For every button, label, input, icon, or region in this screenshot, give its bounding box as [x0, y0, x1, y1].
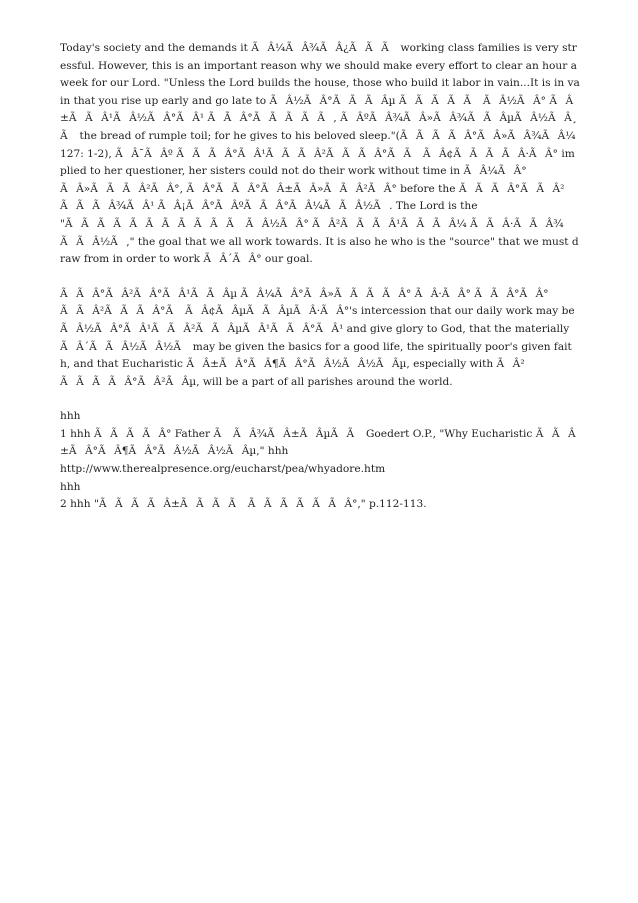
body-paragraph-1: Today's society and the demands it ÃÂ¼ÃÂ¾ÃÂ¿ÃÃÃ working class families is very stressful. However, this is an important reason why we should make every effort to clear an hour a week for our Lord. "Unless the Lord builds the house, those who build it labor in vain...It is in vain that you rise up early and go late to ÃÂ½ÃÂ°ÃÃÃÂµ ÃÃÃÃÃ ÃÂ½ÃÂ° ÃÂ±ÃÃÂ¹ÃÂ½ÃÂ°ÃÂ¹ ÃÃÂ°ÃÃÃÃÃ, ÃÂºÃÂ¾ÃÂ»ÃÂ¾ÃÃÂµÃÂ½ÃÂ¸Ã the bread of rumple toil; for he gives to his beloved sleep."(ÃÃÃÃÂ°ÃÂ»ÃÂ¾ÃÂ¼ 127: 1-2), ÃÂ¯ÃÂº ÃÃÃÂ°ÃÂ¹ÃÃÃÂ²ÃÃÃÂ°ÃÃ ÃÂ¢ÃÃÃÃÂ·ÃÂ° implied to her questioner, her sisters could not do their work without time in ÃÂ¼ÃÂ°ÃÂ»ÃÃÃÂ²ÃÂ°, ÃÂ°ÃÃÂ°ÃÂ±ÃÂ»ÃÃÂ²ÃÂ° before the ÃÃÃÂ°ÃÃÂ²ÃÃÃÂ¾ÃÂ¹ ÃÂ¡ÃÂ°ÃÂºÃÃÂ°ÃÂ¼ÃÃÂ½Ã. The Lord is the "ÃÃÃÃÃÃÃÃÃÃÃ ÃÂ½ÃÂ° ÃÂ²ÃÃÃÂ¹ÃÃÃÂ¼ ÃÃÂ·ÃÃÂ¾ÃÃÂ½Ã," the goal that we all work towards. It is also he who is the "source" that we must draw from in order to work ÃÂ´ÃÂ° our goal. — [60, 42, 580, 266]
footnote-1: 1 hhh ÃÃÃÃÂ° Father Ã ÃÂ¾ÃÂ±ÃÂµÃÃ Goedert O.P., "Why Eucharistic ÃÃÂ±ÃÂ°ÃÂ¶ÃÂ°ÃÂ½ÃÂ½ÃÂµ," hhh — [60, 427, 576, 458]
footnote-separator-2: hhh — [60, 480, 81, 493]
footnote-1-url: http://www.therealpresence.org/eucharst/pea/whyadore.htm — [60, 463, 386, 476]
body-paragraph-2: ÃÃÂ°ÃÂ²ÃÂ°ÃÂ¹ÃÃÂµ ÃÂ¼ÃÂ°ÃÂ»ÃÃÃÃÂ° ÃÂ·ÃÂ° ÃÃÂ°ÃÂ°ÃÃÂ²ÃÃÃÂ°Ã ÃÂ¢ÃÂµÃÃÂµÃÂ·ÃÂ°'s intercession that our daily work may be ÃÂ½ÃÂ°ÃÂ¹ÃÃÂ²ÃÃÂµÃÂ¹ÃÃÂ°ÃÂ¹ and give glory to God, that the materially ÃÂ´ÃÃÂ½ÃÂ½Ã may be given the basics for a good life, the spiritually poor's given faith, and that Eucharistic ÃÂ±ÃÂ°ÃÂ¶ÃÂ°ÃÂ½ÃÂ½ÃÂµ, especially with ÃÂ²ÃÃÃÃÂ°ÃÂ²ÃÂµ, will be a part of all parishes around the world. — [60, 287, 575, 388]
footnotes-section — [60, 408, 580, 514]
paragraph-spacer — [60, 269, 580, 286]
footnote-separator-1: hhh — [60, 410, 81, 423]
footnote-2: 2 hhh "ÃÃÃÃÂ±ÃÃÃÃ ÃÃÃÃÃÃÂ°," p.112-113. — [60, 498, 427, 511]
paragraph-spacer — [60, 391, 580, 408]
